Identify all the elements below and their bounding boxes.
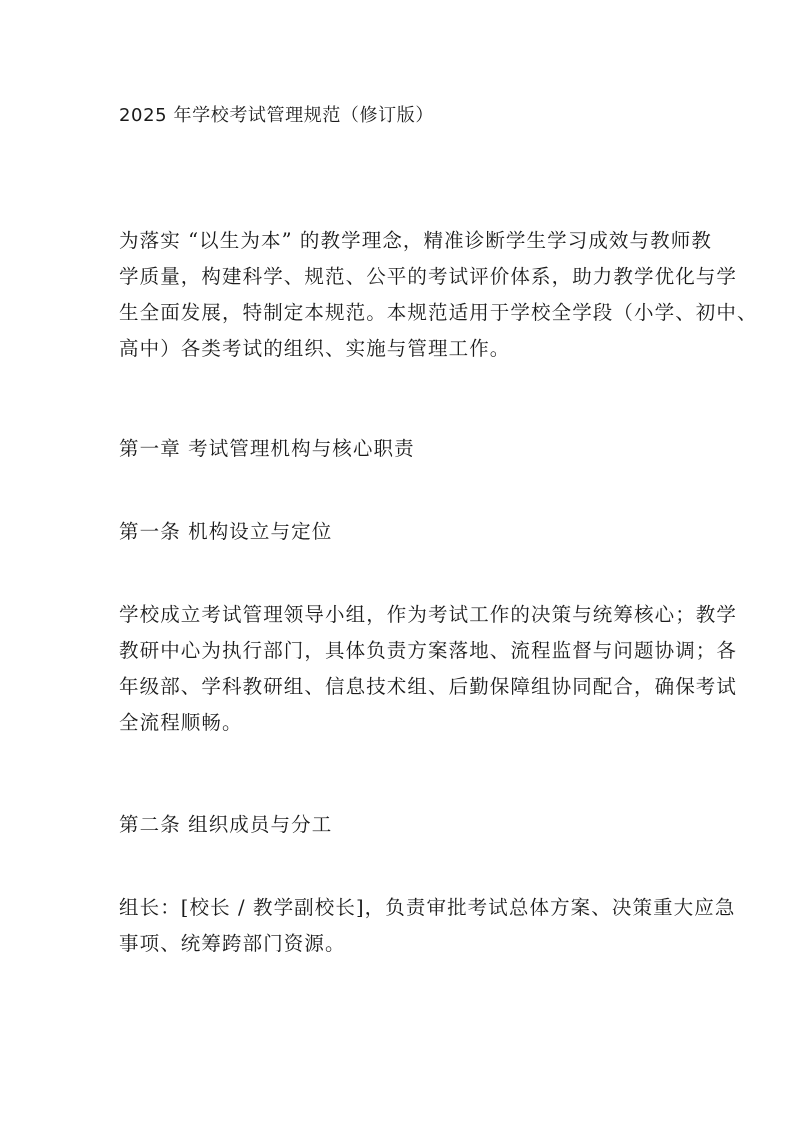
body-line: 组长：[校长 / 教学副校长]，负责审批考试总体方案、决策重大应急 (119, 896, 736, 919)
intro-line: 高中）各类考试的组织、实施与管理工作。 (119, 337, 511, 360)
chapter-heading: 第一章 考试管理机构与核心职责 (119, 437, 415, 460)
body-line: 年级部、学科教研组、信息技术组、后勤保障组协同配合，确保考试 (119, 675, 738, 698)
intro-line: 学质量，构建科学、规范、公平的考试评价体系，助力教学优化与学 (119, 265, 738, 288)
article-heading: 第二条 组织成员与分工 (119, 813, 333, 836)
intro-line: 为落实 “以生为本” 的教学理念，精准诊断学生学习成效与教师教 (119, 229, 712, 252)
body-line: 全流程顺畅。 (119, 711, 243, 734)
body-line: 事项、统筹跨部门资源。 (119, 932, 346, 955)
body-line: 学校成立考试管理领导小组，作为考试工作的决策与统筹核心；教学 (119, 603, 738, 626)
body-line: 教研中心为执行部门，具体负责方案落地、流程监督与问题协调；各 (119, 639, 738, 662)
document-title: 2025 年学校考试管理规范（修订版） (119, 105, 434, 126)
intro-line: 生全面发展，特制定本规范。本规范适用于学校全学段（小学、初中、 (119, 301, 758, 324)
article-heading: 第一条 机构设立与定位 (119, 520, 333, 543)
